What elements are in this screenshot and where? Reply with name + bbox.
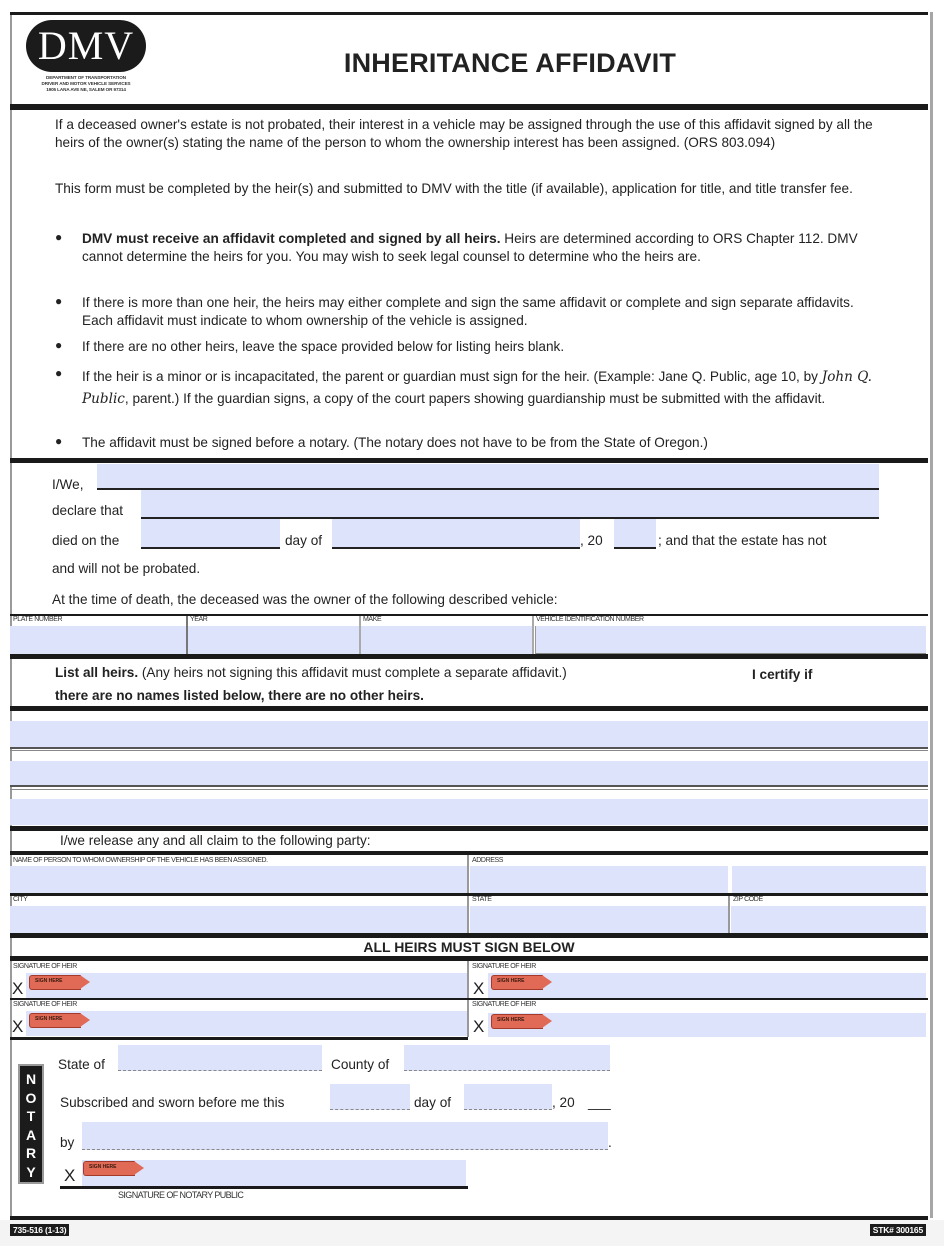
- section-rule: [10, 458, 928, 463]
- section-rule: [10, 654, 928, 659]
- bullet-4-script-name: John Q. Public: [82, 369, 873, 407]
- heir-signature-field-4[interactable]: [488, 1013, 926, 1037]
- notary-signature-caption: SIGNATURE OF NOTARY PUBLIC: [118, 1190, 244, 1200]
- assignee-name-label: NAME OF PERSON TO WHOM OWNERSHIP OF THE VEHICLE HAS BEEN ASSIGNED.: [13, 857, 268, 864]
- state-field[interactable]: [470, 906, 728, 933]
- heir-signature-label: SIGNATURE OF HEIR: [472, 1001, 536, 1008]
- x-mark: X: [12, 979, 24, 998]
- bullet-item-4: [82, 366, 882, 410]
- bullet-item-1: [82, 230, 882, 266]
- x-mark: X: [473, 979, 485, 998]
- logo-subtitle-1: DEPARTMENT OF TRANSPORTATION: [46, 75, 126, 80]
- sign-here-tag[interactable]: [29, 975, 91, 990]
- deceased-name-field[interactable]: [141, 490, 879, 519]
- notary-county-field[interactable]: [404, 1045, 610, 1071]
- year-field[interactable]: [188, 626, 359, 654]
- notary-by-label: by: [60, 1135, 75, 1150]
- bullet-1-text: Heirs are determined according to ORS Chapter 112. DMV cannot determine the heirs for you. You may wish to seek legal counsel to determine who the heirs are.: [82, 231, 858, 264]
- subscribed-label: Subscribed and sworn before me this: [60, 1095, 285, 1110]
- notary-letter: A: [25, 1126, 37, 1143]
- column-divider: [532, 616, 534, 654]
- iwe-name-field[interactable]: [97, 464, 879, 490]
- heirs-text: (Any heirs not signing this affidavit must complete a separate affidavit.): [138, 665, 567, 680]
- stock-number: STK# 300165: [870, 1224, 926, 1236]
- row-rule: [10, 1037, 468, 1040]
- bullet-item-2: If there is more than one heir, the heirs may either complete and sign the same affidavit or complete and sign separate affidavits. Each affidavit must indicate to whom ownership of the vehicle is assigned.: [82, 295, 854, 328]
- logo-text: DMV: [37, 23, 135, 68]
- vehicle-table-top-rule: [10, 614, 928, 616]
- city-label: CITY: [13, 896, 28, 903]
- city-field[interactable]: [10, 906, 467, 933]
- form-number: 735-516 (1-13): [10, 1224, 69, 1236]
- plate-number-label: PLATE NUMBER: [13, 616, 63, 623]
- assignee-name-field[interactable]: [10, 866, 467, 893]
- signatures-heading: ALL HEIRS MUST SIGN BELOW: [363, 939, 575, 955]
- notary-year-prefix: , 20: [552, 1095, 575, 1110]
- heir-row-1[interactable]: [10, 721, 928, 749]
- notary-day-of-label: day of: [414, 1095, 452, 1110]
- sign-here-tag[interactable]: [83, 1161, 145, 1176]
- heir-row-3[interactable]: [10, 799, 928, 825]
- heir-signature-field-3[interactable]: [26, 1011, 467, 1036]
- year-prefix: , 20: [580, 533, 603, 548]
- row-rule: [10, 750, 928, 751]
- page-title: INHERITANCE AFFIDAVIT: [343, 48, 677, 78]
- bullet-icon: ●: [55, 434, 63, 448]
- notary-year-blank[interactable]: ___: [588, 1095, 611, 1110]
- x-mark: X: [12, 1017, 24, 1036]
- footer-bar: [0, 1220, 944, 1246]
- make-field[interactable]: [361, 626, 532, 654]
- x-mark: X: [64, 1166, 76, 1185]
- bullet-icon: ●: [55, 230, 63, 244]
- notary-county-label: County of: [331, 1057, 390, 1072]
- state-label: STATE: [472, 896, 492, 903]
- bullet-4-text2: , parent.) If the guardian signs, a copy of the court papers showing guardianship must be submitted with the affidavit.: [124, 391, 826, 406]
- bullet-1-bold: DMV must receive an affidavit completed and signed by all heirs.: [82, 231, 501, 246]
- bullet-4-text: If the heir is a minor or is incapacitated, the parent or guardian must sign for the heir. (Example: Jane Q. Public, age 10, by: [82, 369, 822, 384]
- logo-subtitle-3: 1905 LANA AVE NE, SALEM OR 97314: [46, 87, 126, 92]
- death-month-field[interactable]: [332, 519, 580, 549]
- declare-label: declare that: [52, 503, 124, 518]
- intro-paragraph-1: If a deceased owner's estate is not probated, their interest in a vehicle may be assigned through the use of this affidavit signed by all the heirs of the owner(s) stating the name of the person to whom the ownership interest has been assigned. (ORS 803.094): [55, 117, 873, 150]
- notary-by-field[interactable]: [82, 1122, 608, 1150]
- section-rule: [10, 826, 928, 831]
- top-rule: [10, 12, 928, 15]
- bullet-icon: ●: [55, 366, 63, 380]
- sign-here-label: SIGN HERE: [35, 978, 63, 984]
- heir-signature-label: SIGNATURE OF HEIR: [13, 963, 77, 970]
- sign-here-label: SIGN HERE: [35, 1016, 63, 1022]
- make-label: MAKE: [363, 616, 382, 623]
- notary-state-label: State of: [58, 1057, 105, 1072]
- heir-signature-field-2[interactable]: [488, 973, 926, 998]
- vehicle-intro: At the time of death, the deceased was the owner of the following described vehicle:: [52, 592, 558, 607]
- notary-by-suffix: .: [608, 1135, 612, 1150]
- sign-here-label: SIGN HERE: [497, 978, 525, 984]
- bullet-icon: ●: [55, 294, 63, 308]
- sign-here-tag[interactable]: [491, 975, 553, 990]
- section-rule: [10, 104, 928, 110]
- column-divider: [728, 896, 730, 934]
- estate-suffix: ; and that the estate has not: [658, 533, 827, 548]
- address-field[interactable]: [470, 866, 728, 893]
- row-rule: [10, 893, 928, 896]
- vin-field[interactable]: [535, 626, 926, 655]
- notary-letter: N: [25, 1071, 37, 1087]
- probated-line: and will not be probated.: [52, 561, 201, 576]
- notary-state-field[interactable]: [118, 1045, 322, 1071]
- notary-day-field[interactable]: [330, 1084, 410, 1110]
- death-year-field[interactable]: [614, 519, 656, 549]
- iwe-label: I/We,: [52, 477, 84, 492]
- heir-row-2[interactable]: [10, 761, 928, 787]
- notary-letter: O: [25, 1089, 37, 1106]
- died-on-label: died on the: [52, 533, 120, 548]
- bullet-item-3: If there are no other heirs, leave the space provided below for listing heirs blank.: [82, 339, 565, 354]
- heirs-certify-text: I certify if there are no names listed below, there are no other heirs.: [55, 667, 813, 703]
- plate-number-field[interactable]: [10, 626, 186, 654]
- sign-here-label: SIGN HERE: [89, 1164, 117, 1170]
- section-rule: [10, 706, 928, 711]
- logo-subtitle-2: DRIVER AND MOTOR VEHICLE SERVICES: [41, 81, 131, 86]
- heirs-bold-1: List all heirs.: [55, 665, 139, 680]
- sign-here-label: SIGN HERE: [497, 1017, 525, 1023]
- notary-letter: R: [25, 1145, 37, 1162]
- intro-paragraph-2: This form must be completed by the heir(s) and submitted to DMV with the title (if available), application for title, and title transfer fee.: [55, 181, 853, 196]
- signature-line: [60, 1186, 468, 1189]
- sign-here-tag[interactable]: [491, 1014, 553, 1029]
- x-mark: X: [473, 1017, 485, 1036]
- notary-letter: T: [26, 1108, 36, 1125]
- notary-month-field[interactable]: [464, 1084, 552, 1110]
- zip-label: ZIP CODE: [733, 896, 763, 903]
- year-label: YEAR: [190, 616, 208, 623]
- notary-label-box: [18, 1064, 44, 1184]
- sign-here-tag[interactable]: [29, 1013, 91, 1028]
- release-text: I/we release any and all claim to the following party:: [60, 833, 371, 848]
- day-of-label: day of: [285, 533, 323, 548]
- zip-field[interactable]: [731, 906, 926, 933]
- bullet-icon: ●: [55, 338, 63, 352]
- death-day-field[interactable]: [141, 519, 280, 549]
- bullet-item-5: The affidavit must be signed before a notary. (The notary does not have to be from the State of Oregon.): [82, 435, 708, 450]
- dmv-logo: [26, 20, 146, 72]
- heir-signature-label: SIGNATURE OF HEIR: [13, 1001, 77, 1008]
- heir-signature-label: SIGNATURE OF HEIR: [472, 963, 536, 970]
- row-rule: [10, 998, 928, 1000]
- row-rule: [10, 789, 928, 790]
- section-rule: [10, 851, 928, 855]
- vin-label: VEHICLE IDENTIFICATION NUMBER: [536, 616, 644, 623]
- address-field-2[interactable]: [732, 866, 926, 893]
- section-rule: [10, 956, 928, 961]
- address-label: ADDRESS: [472, 857, 504, 864]
- heir-signature-field-1[interactable]: [26, 973, 467, 998]
- notary-letter: Y: [26, 1163, 36, 1180]
